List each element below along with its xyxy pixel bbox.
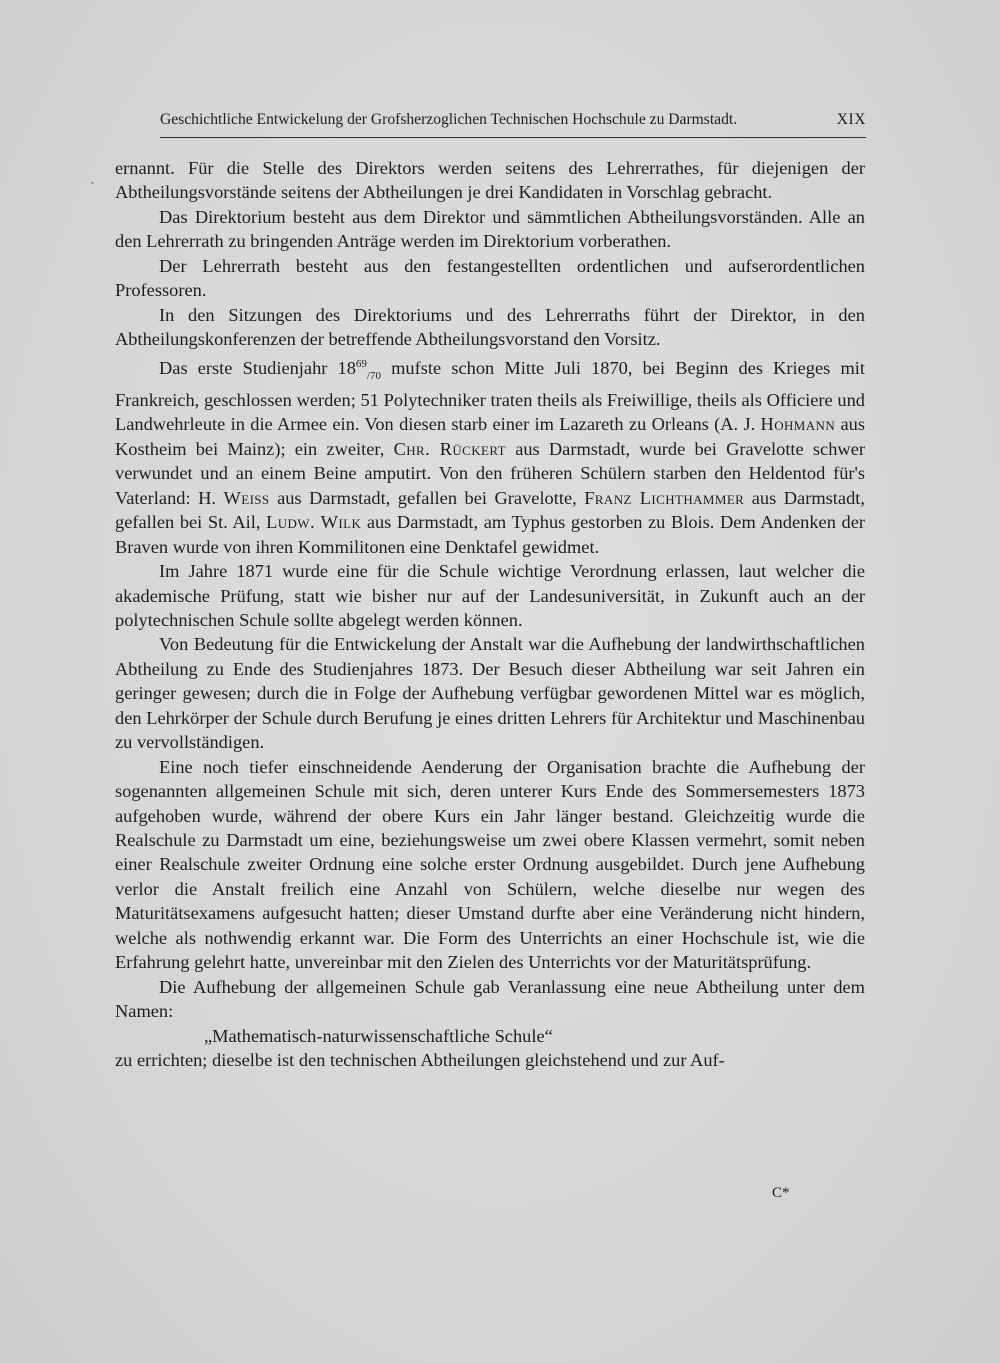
page-number: XIX <box>836 111 866 128</box>
running-title: Geschichtliche Entwickelung der Grofsherzoglichen Technischen Hochschule zu Darmstadt. <box>160 111 738 128</box>
paragraph-1: ernannt. Für die Stelle des Direktors werden seitens des Lehrerrathes, für diejenigen der Abtheilungsvorstände seitens der Abtheilungen je drei Kandidaten in Vorschlag gebracht. <box>115 158 865 203</box>
paragraph-5 <box>115 352 865 559</box>
p5-year-sub: /70 <box>366 369 381 382</box>
paragraph-7: Von Bedeutung für die Entwickelung der Anstalt war die Aufhebung der landwirthschaftlichen Abtheilung zu Ende des Studienjahres 1873. Der Besuch dieser Abtheilung war seit Jahren ein geringer gewesen; durch die in Folge der Aufhebung verfügbar gewordenen Mittel war es möglich, den Lehrkörper der Schule durch Berufung je eines dritten Lehrers für Architektur und Maschinenbau zu vervollständigen. <box>115 634 865 753</box>
paragraph-2: Das Direktorium besteht aus dem Direktor und sämmtlichen Abtheilungsvorständen. Alle an den Lehrerrath zu bringenden Anträge werden im Direktorium vorberathen. <box>115 206 865 252</box>
paragraph-9 <box>115 975 865 1048</box>
p5-text-d: aus Darmstadt, wurde bei Gravelotte schwer verwundet und an einem Beine amputirt. Von den früheren Schülern starben den Heldentod für's Vaterland: H. <box>115 438 865 508</box>
p5-text-b: mufste schon Mitte Juli 1870, bei Beginn des Krieges mit Frankreich, geschlossen werden; 51 Polytechniker traten theils als Freiwillige, theils als Officiere und Landwehrleute in die Armee ein. Von diesen starb einer im Lazareth zu Orleans (A. J. <box>115 357 865 435</box>
paragraph-4: In den Sitzungen des Direktoriums und des Lehrerraths führt der Direktor, in den Abtheilungskonferenzen der betreffende Abtheilungsvorstand den Vorsitz. <box>115 304 865 350</box>
header-rule <box>160 137 866 138</box>
p5-text-e: aus Darmstadt, gefallen bei Gravelotte, <box>269 487 585 508</box>
paragraph-3: Der Lehrerrath besteht aus den festangestellten ordentlichen und aufserordentlichen Professoren. <box>115 255 865 301</box>
body-text <box>115 156 865 1073</box>
p5-text-f: aus Darmstadt, gefallen bei St. Ail, <box>115 487 865 533</box>
person-name-hohmann: Hohmann <box>760 414 836 435</box>
p5-text-a: Das erste Studienjahr 18 <box>159 357 356 378</box>
person-name-wilk: Ludw. Wilk <box>266 512 362 533</box>
p5-text-g: aus Darmstadt, am Typhus gestorben zu Blois. Dem Andenken der Braven wurde von ihren Kommilitonen eine Denktafel gewidmet. <box>115 512 865 557</box>
paragraph-6: Im Jahre 1871 wurde eine für die Schule wichtige Verordnung erlassen, laut welcher die akademische Prüfung, statt wie bisher nur auf der Landesuniversität, in Zukunft auch an der polytechnischen Schule sollte abgelegt werden können. <box>115 561 865 630</box>
p5-year-sup: 69 <box>355 357 367 370</box>
person-name-lichthammer: Franz Lichthammer <box>584 487 745 508</box>
margin-mark: ˎ <box>90 170 95 185</box>
p5-text-c: aus Kostheim bei Mainz); ein zweiter, <box>115 414 865 459</box>
paragraph-9-end: zu errichten; dieselbe ist den technischen Abtheilungen gleichstehend und zur Auf- <box>115 1050 725 1071</box>
signature-mark: C* <box>772 1185 790 1201</box>
person-name-rueckert: Chr. Rückert <box>393 438 506 459</box>
p9-intro: Die Aufhebung der allgemeinen Schule gab Veranlassung eine neue Abtheilung unter dem Namen: <box>115 976 865 1022</box>
person-name-weiss: Weiss <box>223 487 270 508</box>
school-name-line: „Mathematisch-naturwissenschaftliche Schule“ <box>204 1025 553 1046</box>
paragraph-8: Eine noch tiefer einschneidende Aenderung der Organisation brachte die Aufhebung der sogenannten allgemeinen Schule mit sich, deren unterer Kurs Ende des Sommersemesters 1873 aufgehoben wurde, während der obere Kurs ein Jahr länger bestand. Gleichzeitig wurde die Realschule zu Darmstadt um eine, beziehungsweise um zwei obere Klassen vermehrt, somit neben einer Realschule zweiter Ordnung eine solche erster Ordnung ausgebildet. Durch jene Aufhebung verlor die Anstalt freilich eine Anzahl von Schülern, welche dieselbe nur wegen des Maturitätsexamens aufgesucht hatten; dieser Umstand durfte aber eine Veränderung nicht hindern, welche als nothwendig erkannt war. Die Form des Unterrichts an einer Hochschule ist, wie die Erfahrung gelehrt hatte, unvereinbar mit den Zielen des Unterrichts vor der Maturitätsprüfung. <box>115 756 865 973</box>
running-head <box>160 106 866 134</box>
